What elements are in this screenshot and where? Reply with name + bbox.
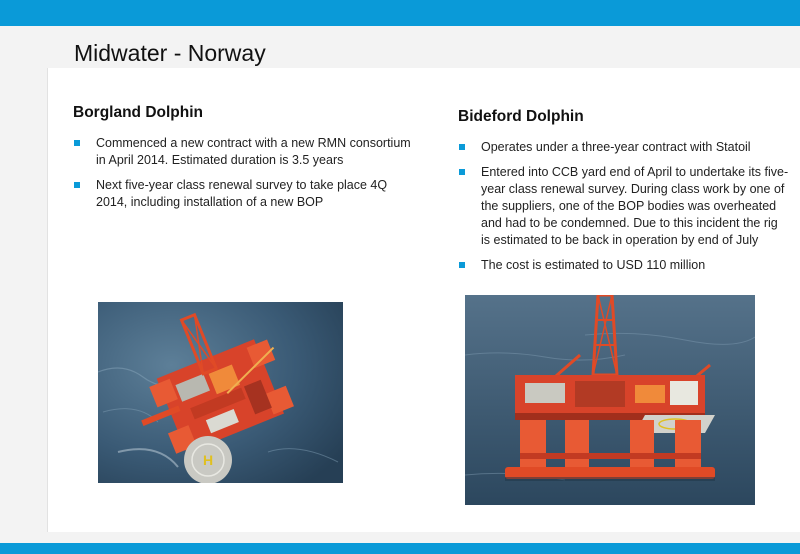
list-item: Next five-year class renewal survey to take place 4Q 2014, including installation of a new BOP bbox=[73, 177, 418, 211]
page-title: Midwater - Norway bbox=[74, 40, 266, 66]
square-bullet-icon bbox=[74, 182, 80, 188]
list-item: The cost is estimated to USD 110 million bbox=[458, 257, 790, 274]
section-heading-bideford: Bideford Dolphin bbox=[458, 108, 584, 125]
square-bullet-icon bbox=[74, 140, 80, 146]
square-bullet-icon bbox=[459, 169, 465, 175]
bideford-dolphin-section bbox=[458, 108, 790, 282]
square-bullet-icon bbox=[459, 144, 465, 150]
svg-text:H: H bbox=[202, 452, 214, 468]
borgland-dolphin-section bbox=[73, 104, 418, 219]
bullet-list-borgland bbox=[73, 135, 418, 211]
bideford-dolphin-rig-photo bbox=[465, 295, 755, 505]
left-margin-strip bbox=[0, 68, 48, 543]
bottom-accent-bar bbox=[0, 543, 800, 554]
square-bullet-icon bbox=[459, 262, 465, 268]
list-item: Entered into CCB yard end of April to undertake its five-year class renewal survey. During class work by one of the suppliers, one of the BOP bodies was overheated and had to be condemned. Due to this incident the rig is estimated to be back in operation by end of July bbox=[458, 164, 790, 249]
bottom-band bbox=[47, 532, 800, 543]
borgland-dolphin-rig-photo bbox=[98, 302, 343, 483]
top-accent-bar bbox=[0, 0, 800, 26]
bullet-list-bideford bbox=[458, 139, 790, 274]
list-item: Operates under a three-year contract with Statoil bbox=[458, 139, 790, 156]
list-item: Commenced a new contract with a new RMN consortium in April 2014. Estimated duration is 3.5 years bbox=[73, 135, 418, 169]
section-heading-borgland: Borgland Dolphin bbox=[73, 104, 204, 121]
